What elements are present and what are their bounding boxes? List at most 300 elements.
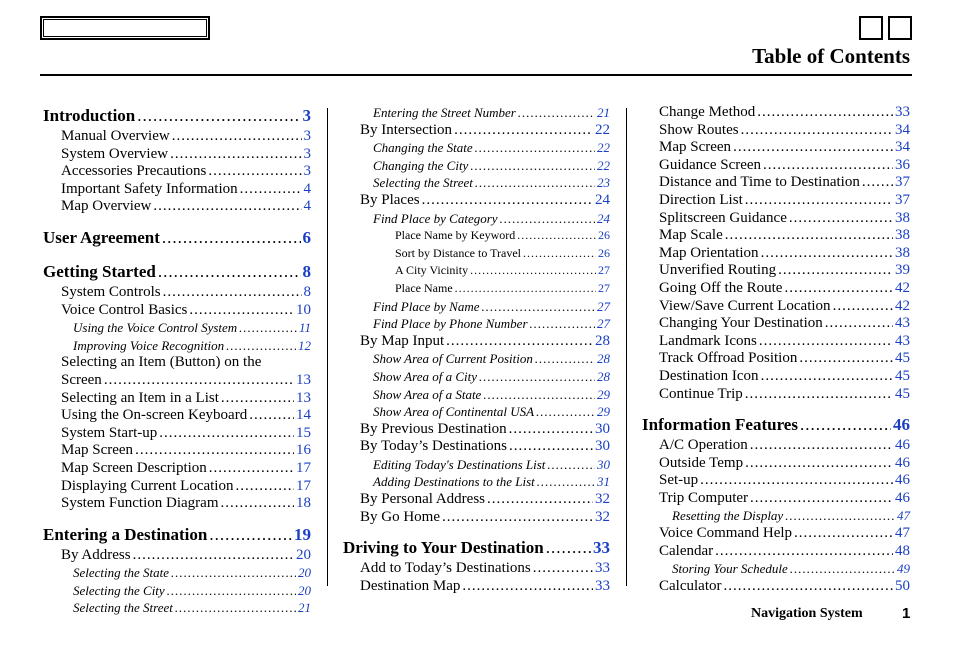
dot-leader [442, 509, 593, 527]
toc-entry[interactable] [43, 128, 311, 146]
toc-section-heading[interactable] [343, 536, 610, 560]
toc-page-link[interactable]: 33 [593, 538, 610, 558]
toc-entry-title: Map Overview [61, 198, 152, 215]
toc-entry[interactable] [360, 473, 610, 491]
toc-page-link[interactable]: 31 [597, 474, 610, 490]
toc-entry[interactable] [360, 298, 610, 316]
toc-entry-title: Map Screen [659, 139, 732, 156]
toc-entry-title: Screen [61, 371, 102, 388]
dot-leader [163, 284, 302, 302]
toc-page-link[interactable]: 29 [597, 404, 610, 420]
toc-entry[interactable] [642, 104, 910, 122]
toc-page-link[interactable]: 22 [597, 140, 610, 156]
toc-entry[interactable] [43, 337, 311, 355]
toc-entry[interactable] [642, 543, 910, 561]
toc-entry[interactable] [43, 442, 311, 460]
toc-entry[interactable] [642, 455, 910, 473]
column-divider-1 [327, 108, 328, 586]
toc-entry-title: By Today’s Destinations [360, 438, 508, 455]
toc-entry[interactable] [43, 582, 311, 600]
dot-leader [239, 319, 297, 337]
toc-entry[interactable] [642, 368, 910, 386]
dot-leader [500, 210, 595, 228]
toc-entry[interactable] [360, 122, 610, 140]
toc-page-link[interactable]: 30 [595, 420, 610, 437]
toc-page-link[interactable]: 17 [296, 459, 311, 476]
toc-page-link[interactable]: 48 [895, 542, 910, 559]
toc-entry[interactable] [642, 262, 910, 280]
toc-entry-title: Show Area of a State [373, 386, 482, 402]
toc-entry[interactable] [43, 478, 311, 496]
dot-leader [537, 473, 595, 491]
toc-page-link[interactable]: 47 [897, 508, 910, 524]
toc-entry-title: Direction List [659, 191, 743, 208]
toc-entry[interactable] [642, 298, 910, 316]
toc-page-link[interactable]: 30 [595, 438, 610, 455]
dot-leader [226, 337, 296, 355]
toc-entry-title: Entering a Destination [43, 524, 208, 544]
toc-entry[interactable] [642, 227, 910, 245]
header-rule [40, 74, 912, 76]
toc-entry[interactable] [642, 578, 910, 596]
toc-entry[interactable] [642, 210, 910, 228]
toc-entry[interactable] [360, 227, 610, 245]
dot-leader [240, 181, 302, 199]
toc-entry-title: A City Vicinity [395, 263, 469, 278]
toc-page-link[interactable]: 45 [895, 385, 910, 402]
toc-entry[interactable] [43, 547, 311, 565]
dot-leader [733, 139, 893, 157]
toc-entry-title: Manual Overview [61, 128, 170, 144]
toc-entry-title: Sort by Distance to Travel [395, 245, 521, 260]
dot-leader [235, 478, 294, 496]
dot-leader [785, 507, 895, 525]
toc-entry[interactable] [642, 525, 910, 543]
toc-entry[interactable] [360, 509, 610, 527]
toc-entry-title: Splitscreen Guidance [659, 209, 787, 226]
dot-leader [725, 227, 893, 245]
toc-page-link[interactable]: 30 [597, 456, 610, 472]
dot-leader [745, 386, 893, 404]
toc-page-link[interactable]: 46 [895, 489, 910, 506]
toc-entry[interactable] [360, 315, 610, 333]
toc-column-2 [343, 104, 610, 595]
dot-leader [483, 386, 595, 404]
toc-entry-title: Destination Icon [659, 367, 759, 384]
toc-entry[interactable] [360, 403, 610, 421]
toc-entry[interactable] [360, 174, 610, 192]
toc-entry[interactable] [642, 437, 910, 455]
toc-entry-title: Getting Started [43, 261, 156, 281]
toc-page-link[interactable]: 32 [595, 491, 610, 508]
toc-entry[interactable] [642, 192, 910, 210]
toc-entry[interactable] [360, 421, 610, 439]
toc-entry[interactable] [642, 490, 910, 508]
toc-page-link[interactable]: 6 [302, 227, 311, 247]
dot-leader [530, 315, 595, 333]
toc-entry-title: Set-up [659, 472, 699, 489]
toc-page-link[interactable]: 42 [895, 279, 910, 296]
dot-leader [446, 333, 593, 351]
toc-entry-title: By Go Home [360, 508, 440, 525]
toc-entry[interactable] [642, 472, 910, 490]
toc-entry-title: Landmark Icons [659, 332, 757, 349]
toc-entry-title: Find Place by Category [373, 210, 498, 226]
toc-page-link[interactable]: 3 [303, 163, 311, 180]
toc-entry-title: Track Offroad Position [659, 350, 798, 367]
dot-leader [172, 128, 302, 146]
toc-entry[interactable] [360, 560, 610, 578]
top-left-frame [40, 16, 210, 40]
toc-page-link[interactable]: 34 [895, 121, 910, 138]
toc-entry-title: Going Off the Route [659, 279, 783, 296]
toc-entry-title: Find Place by Name [373, 298, 480, 314]
toc-page-link[interactable]: 29 [597, 386, 610, 402]
toc-page-link[interactable]: 43 [895, 332, 910, 349]
toc-entry-title: Change Method [659, 104, 756, 120]
toc-section-heading[interactable] [43, 523, 311, 547]
dot-leader [209, 460, 294, 478]
toc-entry-title: By Map Input [360, 332, 445, 349]
toc-entry[interactable] [360, 262, 610, 280]
toc-page-link[interactable]: 15 [296, 424, 311, 441]
toc-entry-title: Calculator [659, 577, 722, 594]
page-title: Table of Contents [752, 44, 910, 68]
dot-leader [741, 122, 893, 140]
toc-page-link[interactable]: 26 [598, 228, 610, 243]
toc-entry[interactable] [360, 578, 610, 596]
toc-page-link[interactable]: 27 [597, 298, 610, 314]
toc-page-link[interactable]: 27 [598, 263, 610, 278]
toc-page-link[interactable]: 43 [895, 315, 910, 332]
toc-entry-wrapped-text: Selecting an Item (Button) on the [61, 354, 262, 371]
dot-leader [825, 315, 893, 333]
toc-page-link[interactable]: 8 [303, 283, 311, 300]
toc-entry-title: Selecting the City [73, 582, 165, 598]
toc-entry-title: Using the Voice Control System [73, 320, 238, 336]
toc-page-link[interactable]: 4 [303, 180, 311, 197]
toc-entry[interactable] [360, 104, 610, 122]
dot-leader [509, 421, 593, 439]
toc-entry-title: Show Area of a City [373, 368, 477, 384]
dot-leader [422, 192, 593, 210]
toc-entry[interactable] [43, 163, 311, 181]
toc-page-link[interactable]: 3 [303, 128, 311, 144]
toc-entry-title: Map Orientation [659, 244, 759, 261]
toc-page-link[interactable]: 21 [298, 600, 311, 616]
toc-entry[interactable] [642, 139, 910, 157]
toc-page-link[interactable]: 20 [298, 565, 311, 581]
dot-leader [133, 547, 294, 565]
header-square-1 [859, 16, 883, 40]
toc-entry[interactable] [43, 198, 311, 216]
dot-leader [153, 198, 301, 216]
toc-entry[interactable] [43, 284, 311, 302]
dot-leader [833, 298, 893, 316]
toc-entry[interactable] [360, 456, 610, 474]
toc-page-link[interactable]: 32 [595, 508, 610, 525]
toc-entry-title: Distance and Time to Destination [659, 174, 860, 191]
toc-entry-title: Introduction [43, 106, 136, 125]
dot-leader [170, 146, 301, 164]
dot-leader [175, 599, 296, 617]
toc-page-link[interactable]: 37 [895, 191, 910, 208]
toc-entry[interactable] [642, 507, 910, 525]
toc-entry-title: System Function Diagram [61, 495, 219, 512]
dot-leader [546, 536, 591, 560]
toc-entry[interactable] [43, 425, 311, 443]
dot-leader [462, 578, 593, 596]
dot-leader [189, 302, 294, 320]
toc-entry[interactable] [43, 460, 311, 478]
toc-page-link[interactable]: 47 [895, 525, 910, 542]
toc-entry[interactable] [642, 350, 910, 368]
toc-page-link[interactable]: 3 [303, 145, 311, 162]
dot-leader [162, 226, 301, 250]
toc-entry[interactable] [360, 280, 610, 298]
toc-entry[interactable] [360, 157, 610, 175]
dot-leader [455, 280, 596, 298]
toc-entry-title: Voice Control Basics [61, 301, 188, 318]
toc-page-link[interactable]: 33 [895, 104, 910, 120]
toc-section-heading[interactable] [43, 260, 311, 284]
dot-leader [517, 227, 596, 245]
dot-leader [800, 413, 891, 437]
toc-page-link[interactable]: 45 [895, 367, 910, 384]
toc-page-link[interactable]: 45 [895, 350, 910, 367]
toc-entry-title: Using the On-screen Keyboard [61, 407, 248, 424]
dot-leader [135, 442, 294, 460]
dot-leader [221, 495, 295, 513]
toc-entry-title: Unverified Routing [659, 262, 777, 279]
toc-entry[interactable] [43, 599, 311, 617]
dot-leader [700, 472, 893, 490]
dot-leader [523, 245, 596, 263]
toc-page-link[interactable]: 27 [598, 280, 610, 295]
toc-page-link[interactable]: 22 [597, 157, 610, 173]
column-divider-2 [626, 108, 627, 586]
toc-page-link[interactable]: 33 [595, 560, 610, 577]
toc-entry-title: Show Area of Current Position [373, 351, 533, 367]
toc-page-link[interactable]: 46 [895, 472, 910, 489]
toc-entry[interactable] [642, 386, 910, 404]
dot-leader [761, 245, 893, 263]
toc-page-link[interactable]: 39 [895, 262, 910, 279]
toc-entry[interactable] [360, 386, 610, 404]
toc-entry-title: Map Screen Description [61, 459, 207, 476]
toc-entry[interactable] [43, 302, 311, 320]
toc-entry-title: Information Features [642, 415, 798, 435]
toc-entry[interactable] [360, 139, 610, 157]
dot-leader [171, 564, 296, 582]
toc-page-link[interactable]: 3 [302, 106, 311, 125]
toc-page-link[interactable]: 27 [597, 316, 610, 332]
toc-entry-title: Trip Computer [659, 489, 749, 506]
toc-entry-title: Changing Your Destination [659, 315, 823, 332]
toc-entry-title: Editing Today's Destinations List [373, 456, 546, 472]
toc-page-link[interactable]: 38 [895, 227, 910, 244]
toc-entry-title: Important Safety Information [61, 180, 238, 197]
toc-entry-title: Selecting the Street [373, 175, 473, 191]
toc-entry-title: Continue Trip [659, 385, 743, 402]
toc-entry[interactable] [642, 280, 910, 298]
dot-leader [750, 490, 893, 508]
toc-page-link[interactable]: 24 [595, 191, 610, 208]
toc-entry[interactable] [43, 564, 311, 582]
toc-page-link[interactable]: 23 [597, 175, 610, 191]
toc-entry[interactable] [642, 157, 910, 175]
toc-entry-title: View/Save Current Location [659, 297, 831, 314]
toc-entry[interactable] [360, 192, 610, 210]
dot-leader [470, 157, 595, 175]
toc-page-link[interactable]: 36 [895, 156, 910, 173]
toc-entry[interactable] [43, 390, 311, 408]
toc-entry-title: Find Place by Phone Number [373, 316, 528, 332]
toc-entry-title: By Places [360, 191, 420, 208]
page-number: 1 [902, 605, 911, 622]
toc-page-link[interactable]: 19 [294, 524, 311, 544]
header-square-2 [888, 16, 912, 40]
toc-entry[interactable] [43, 146, 311, 164]
toc-entry[interactable] [43, 407, 311, 425]
toc-page-link[interactable]: 34 [895, 139, 910, 156]
toc-entry-title: Changing the City [373, 157, 469, 173]
dot-leader [482, 298, 596, 316]
dot-leader [799, 350, 893, 368]
toc-entry-title: Map Screen [61, 442, 134, 459]
footer-label: Navigation System [751, 606, 863, 621]
toc-entry-title: Resetting the Display [672, 508, 784, 524]
toc-page-link[interactable]: 14 [296, 407, 311, 424]
toc-entry-title: Show Routes [659, 121, 739, 138]
toc-section-heading[interactable] [43, 226, 311, 250]
toc-page-link[interactable]: 46 [895, 437, 910, 454]
toc-page-link[interactable]: 28 [597, 351, 610, 367]
dot-leader [167, 582, 296, 600]
toc-entry[interactable] [43, 181, 311, 199]
toc-entry-title: User Agreement [43, 227, 160, 247]
toc-page-link[interactable]: 10 [296, 301, 311, 318]
toc-page-link[interactable]: 11 [298, 320, 311, 336]
dot-leader [535, 350, 595, 368]
toc-section-heading[interactable] [43, 104, 311, 128]
toc-page-link[interactable]: 37 [895, 174, 910, 191]
toc-entry[interactable] [642, 315, 910, 333]
toc-entry-title: Destination Map [360, 577, 461, 594]
toc-entry[interactable] [360, 350, 610, 368]
toc-page-link[interactable]: 24 [597, 210, 610, 226]
toc-entry-title: Displaying Current Location [61, 477, 234, 494]
toc-entry-title: Guidance Screen [659, 156, 762, 173]
toc-page-link[interactable]: 12 [298, 337, 311, 353]
toc-entry-title: Add to Today’s Destinations [360, 560, 531, 577]
dot-leader [790, 560, 895, 578]
dot-leader [784, 280, 893, 298]
toc-page-link[interactable]: 28 [595, 332, 610, 349]
toc-page-link[interactable]: 38 [895, 209, 910, 226]
toc-page-link[interactable]: 28 [597, 368, 610, 384]
dot-leader [454, 122, 593, 140]
toc-page-link[interactable]: 38 [895, 244, 910, 261]
toc-entry-title: Voice Command Help [659, 525, 793, 542]
dot-leader [794, 525, 893, 543]
toc-entry[interactable] [642, 560, 910, 578]
toc-entry[interactable] [360, 333, 610, 351]
toc-entry[interactable] [43, 495, 311, 513]
dot-leader [470, 262, 596, 280]
toc-column-3 [642, 104, 910, 595]
toc-entry[interactable] [642, 245, 910, 263]
toc-page-link[interactable]: 13 [296, 389, 311, 406]
dot-leader [750, 437, 893, 455]
toc-entry-title: Place Name by Keyword [395, 228, 516, 243]
dot-leader [533, 560, 593, 578]
toc-entry[interactable] [360, 368, 610, 386]
toc-entry-title: By Previous Destination [360, 420, 507, 437]
toc-entry-title: Place Name [395, 280, 453, 295]
dot-leader [789, 210, 893, 228]
dot-leader [862, 174, 893, 192]
toc-page-link[interactable]: 17 [296, 477, 311, 494]
toc-entry-title: Entering the Street Number [373, 105, 516, 120]
toc-entry[interactable] [360, 491, 610, 509]
toc-entry[interactable] [360, 245, 610, 263]
toc-entry-title: By Intersection [360, 121, 453, 138]
toc-page-link[interactable]: 42 [895, 297, 910, 314]
toc-page-link[interactable]: 46 [893, 415, 910, 435]
toc-page-link[interactable]: 46 [895, 454, 910, 471]
toc-entry[interactable] [360, 438, 610, 456]
toc-page-link[interactable]: 50 [895, 577, 910, 594]
dot-leader [475, 174, 595, 192]
dot-leader [249, 407, 294, 425]
dot-leader [509, 438, 593, 456]
toc-entry[interactable] [642, 122, 910, 140]
toc-page-link[interactable]: 20 [298, 582, 311, 598]
toc-entry-title: Storing Your Schedule [672, 561, 788, 577]
toc-entry-title: Selecting the State [73, 565, 170, 581]
toc-page-link[interactable]: 22 [595, 121, 610, 138]
toc-entry-title: A/C Operation [659, 437, 748, 454]
toc-entry-title: Calendar [659, 542, 714, 559]
toc-page-link[interactable]: 26 [598, 245, 610, 260]
toc-entry[interactable] [642, 174, 910, 192]
toc-page-link[interactable]: 4 [303, 198, 311, 215]
toc-page-link[interactable]: 16 [296, 442, 311, 459]
toc-entry-title: Changing the State [373, 140, 473, 156]
toc-page-link[interactable]: 21 [597, 105, 610, 120]
toc-page-link[interactable]: 8 [302, 261, 311, 281]
toc-page-link[interactable]: 13 [296, 371, 311, 388]
dot-leader [763, 157, 893, 175]
toc-entry[interactable] [43, 319, 311, 337]
dot-leader [761, 368, 893, 386]
dot-leader [208, 163, 301, 181]
dot-leader [159, 425, 294, 443]
dot-leader [778, 262, 893, 280]
toc-page-link[interactable]: 33 [595, 577, 610, 594]
toc-page-link[interactable]: 20 [296, 546, 311, 563]
toc-page-link[interactable]: 49 [897, 561, 910, 577]
toc-entry[interactable] [360, 210, 610, 228]
toc-entry[interactable] [43, 372, 311, 390]
toc-entry[interactable] [642, 333, 910, 351]
toc-entry-title: Adding Destinations to the List [373, 474, 535, 490]
dot-leader [221, 390, 294, 408]
toc-section-heading[interactable] [642, 413, 910, 437]
toc-page-link[interactable]: 18 [296, 495, 311, 512]
dot-leader [518, 104, 595, 122]
